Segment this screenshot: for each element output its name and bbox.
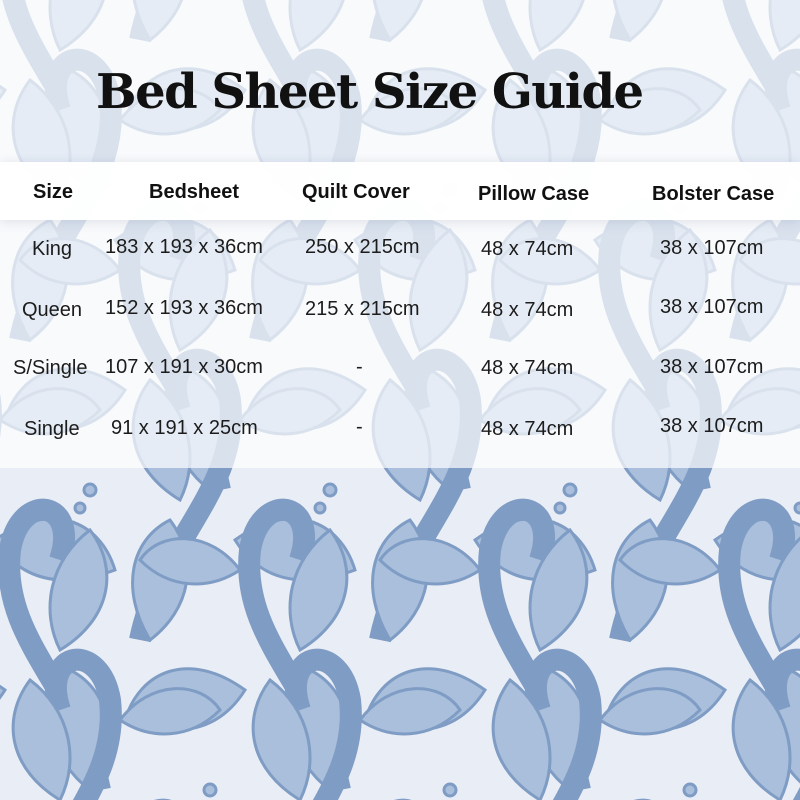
cell-bolster-case: 38 x 107cm [660, 415, 764, 437]
cell-bedsheet: 107 x 191 x 30cm [105, 356, 263, 378]
cell-size: Single [24, 418, 80, 440]
cell-pillow-case: 48 x 74cm [481, 418, 574, 440]
cell-size: Queen [22, 299, 83, 321]
header-pillow-case: Pillow Case [478, 183, 590, 205]
cell-bedsheet: 91 x 191 x 25cm [111, 417, 258, 439]
header-quilt-cover: Quilt Cover [302, 181, 410, 203]
cell-quilt-cover: 250 x 215cm [305, 236, 420, 258]
header-size: Size [33, 181, 74, 203]
cell-bolster-case: 38 x 107cm [660, 237, 764, 259]
cell-pillow-case: 48 x 74cm [481, 299, 574, 321]
cell-size: King [32, 238, 73, 260]
cell-size: S/Single [13, 357, 88, 379]
header-bedsheet: Bedsheet [149, 181, 240, 203]
cell-quilt-cover: - [356, 416, 363, 438]
cell-pillow-case: 48 x 74cm [481, 357, 574, 379]
cell-quilt-cover: 215 x 215cm [305, 298, 420, 320]
cell-bedsheet: 183 x 193 x 36cm [105, 236, 263, 258]
cell-bolster-case: 38 x 107cm [660, 356, 764, 378]
cell-pillow-case: 48 x 74cm [481, 238, 574, 260]
header-bolster-case: Bolster Case [652, 183, 775, 205]
cell-bedsheet: 152 x 193 x 36cm [105, 297, 263, 319]
page-title: Bed Sheet Size Guide [96, 64, 643, 120]
cell-bolster-case: 38 x 107cm [660, 296, 764, 318]
cell-quilt-cover: - [356, 356, 363, 378]
